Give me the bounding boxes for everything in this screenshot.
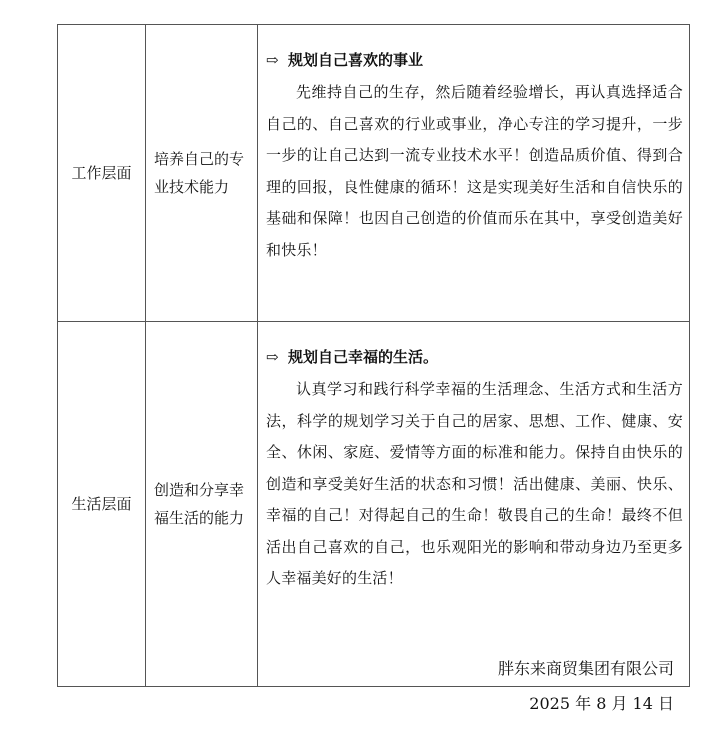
table-row xyxy=(58,322,690,687)
item-body: 认真学习和践行科学幸福的生活理念、生活方式和生活方法，科学的规划学习关于自己的居家、思想、工作、健康、安全、休闲、家庭、爱情等方面的标准和能力。保持自由快乐的创造和享受美好生活的状态和习惯！活出健康、美丽、快乐、幸福的自己！对得起自己的生命！敬畏自己的生命！最终不但活出自己喜欢的自己，也乐观阳光的影响和带动身边乃至更多人幸福美好的生活！ xyxy=(266,380,683,587)
company-name: 胖东来商贸集团有限公司 xyxy=(497,659,674,678)
item-heading xyxy=(266,45,683,75)
table-row xyxy=(58,25,690,322)
plan-table xyxy=(57,24,690,687)
content-cell xyxy=(258,322,690,687)
signature-date: 2025 年 8 月 14 日 xyxy=(529,694,674,713)
item-title: 规划自己幸福的生活。 xyxy=(288,348,439,366)
arrow-right-icon: ⇨ xyxy=(266,348,279,366)
item-title: 规划自己喜欢的事业 xyxy=(288,51,424,69)
arrow-right-icon: ⇨ xyxy=(266,51,279,69)
level-cell: 工作层面 xyxy=(58,25,146,322)
level-cell: 生活层面 xyxy=(58,322,146,687)
content-cell xyxy=(258,25,690,322)
item-body: 先维持自己的生存，然后随着经验增长，再认真选择适合自己的、自己喜欢的行业或事业，净心专注的学习提升，一步一步的让自己达到一流专业技术水平！创造品质价值、得到合理的回报，良性健康的循环！这是实现美好生活和自信快乐的基础和保障！也因自己创造的价值而乐在其中，享受创造美好和快乐！ xyxy=(266,83,683,259)
ability-cell: 创造和分享幸福生活的能力 xyxy=(146,322,258,687)
item-heading xyxy=(266,342,683,372)
ability-cell: 培养自己的专业技术能力 xyxy=(146,25,258,322)
